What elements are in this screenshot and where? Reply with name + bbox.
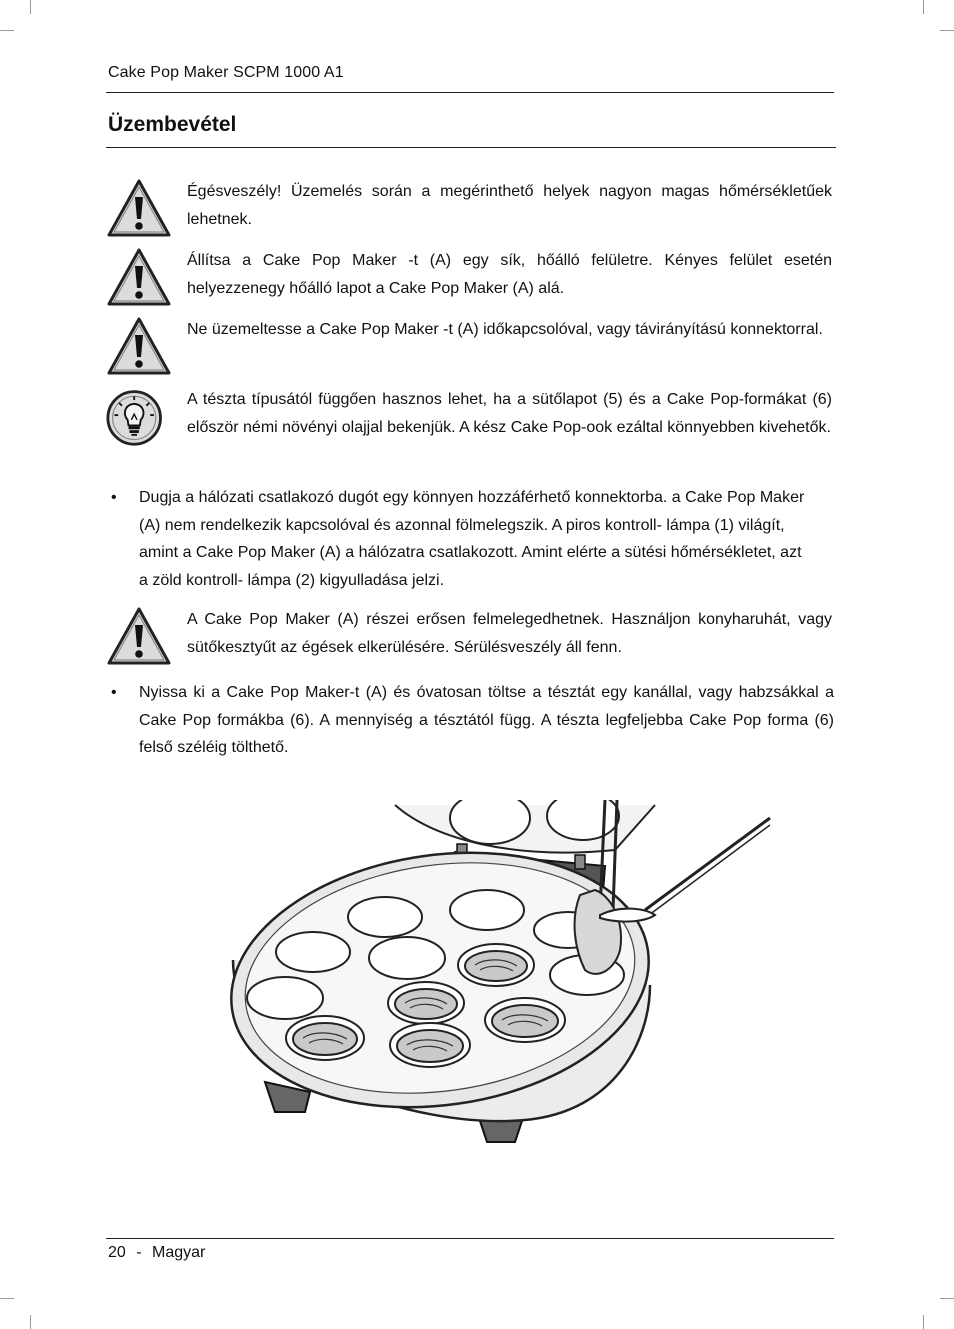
- note-text: Állítsa a Cake Pop Maker -t (A) egy sík, hőálló felületre. Kényes felület esetén helyezzenegy hőálló lapot a Cake Pop Maker (A) alá.: [187, 252, 832, 297]
- warning-icon: [106, 247, 172, 307]
- page-footer: [108, 1244, 205, 1262]
- warning-icon: [106, 606, 172, 666]
- note-text: Ne üzemeltesse a Cake Pop Maker -t (A) időkapcsolóval, vagy távirányítású konnektorral.: [187, 321, 823, 338]
- list-item-text: Nyissa ki a Cake Pop Maker-t (A) és óvatosan töltse a tésztát egy kanállal, vagy habzsákkal a Cake Pop formákba (6). A mennyiség a tésztától függ. A tészta legfeljebba Cake Pop forma (6) felső széléig tölthető.: [139, 684, 834, 756]
- page-number: 20: [108, 1244, 126, 1261]
- footer-language: Magyar: [152, 1244, 206, 1261]
- crop-mark: [30, 1315, 31, 1329]
- list-item-text: Dugja a hálózati csatlakozó dugót egy könnyen hozzáférhető konnektorba. a Cake Pop Maker (A) nem rendelkezik kapcsolóval és azonnal fölmelegszik. A piros kontroll- lámpa (1) világít, amint a Cake Pop Maker (A) a hálózatra csatlakozott. Amint elérte a sütési hőmérsékletet, azt a zöld kontroll- lámpa (2) kigyulladása jelzi.: [139, 489, 805, 589]
- note-text: A Cake Pop Maker (A) részei erősen felmelegedhetnek. Használjon konyharuhát, vagy sütőkesztyűt az égések elkerülésére. Sérülésveszély áll fenn.: [187, 611, 832, 656]
- running-header: Cake Pop Maker SCPM 1000 A1: [108, 64, 344, 81]
- footer-rule: [106, 1238, 834, 1239]
- crop-mark: [940, 30, 954, 31]
- crop-mark: [923, 0, 924, 14]
- bullet-symbol: •: [111, 489, 117, 506]
- warning-icon: [106, 178, 172, 238]
- note-text: A tészta típusától függően hasznos lehet, ha a sütőlapot (5) és a Cake Pop-formákat (6) először némi növényi olajjal bekenjük. A kész Cake Pop-ook ezáltal könnyebben kivehetők.: [187, 391, 832, 436]
- section-title: Üzembevétel: [108, 113, 237, 136]
- crop-mark: [0, 1298, 14, 1299]
- crop-mark: [923, 1315, 924, 1329]
- cake-pop-maker-illustration: [225, 800, 775, 1150]
- lightbulb-tip-icon: [106, 386, 168, 448]
- note-text: Égésveszély! Üzemelés során a megérinthető helyek nagyon magas hőmérsékletűek lehetnek.: [187, 183, 832, 228]
- crop-mark: [940, 1298, 954, 1299]
- crop-mark: [30, 0, 31, 14]
- warning-icon: [106, 316, 172, 376]
- crop-mark: [0, 30, 14, 31]
- section-rule: [106, 147, 836, 148]
- bullet-symbol: •: [111, 684, 117, 701]
- footer-separator: -: [136, 1244, 142, 1261]
- header-rule: [106, 92, 834, 93]
